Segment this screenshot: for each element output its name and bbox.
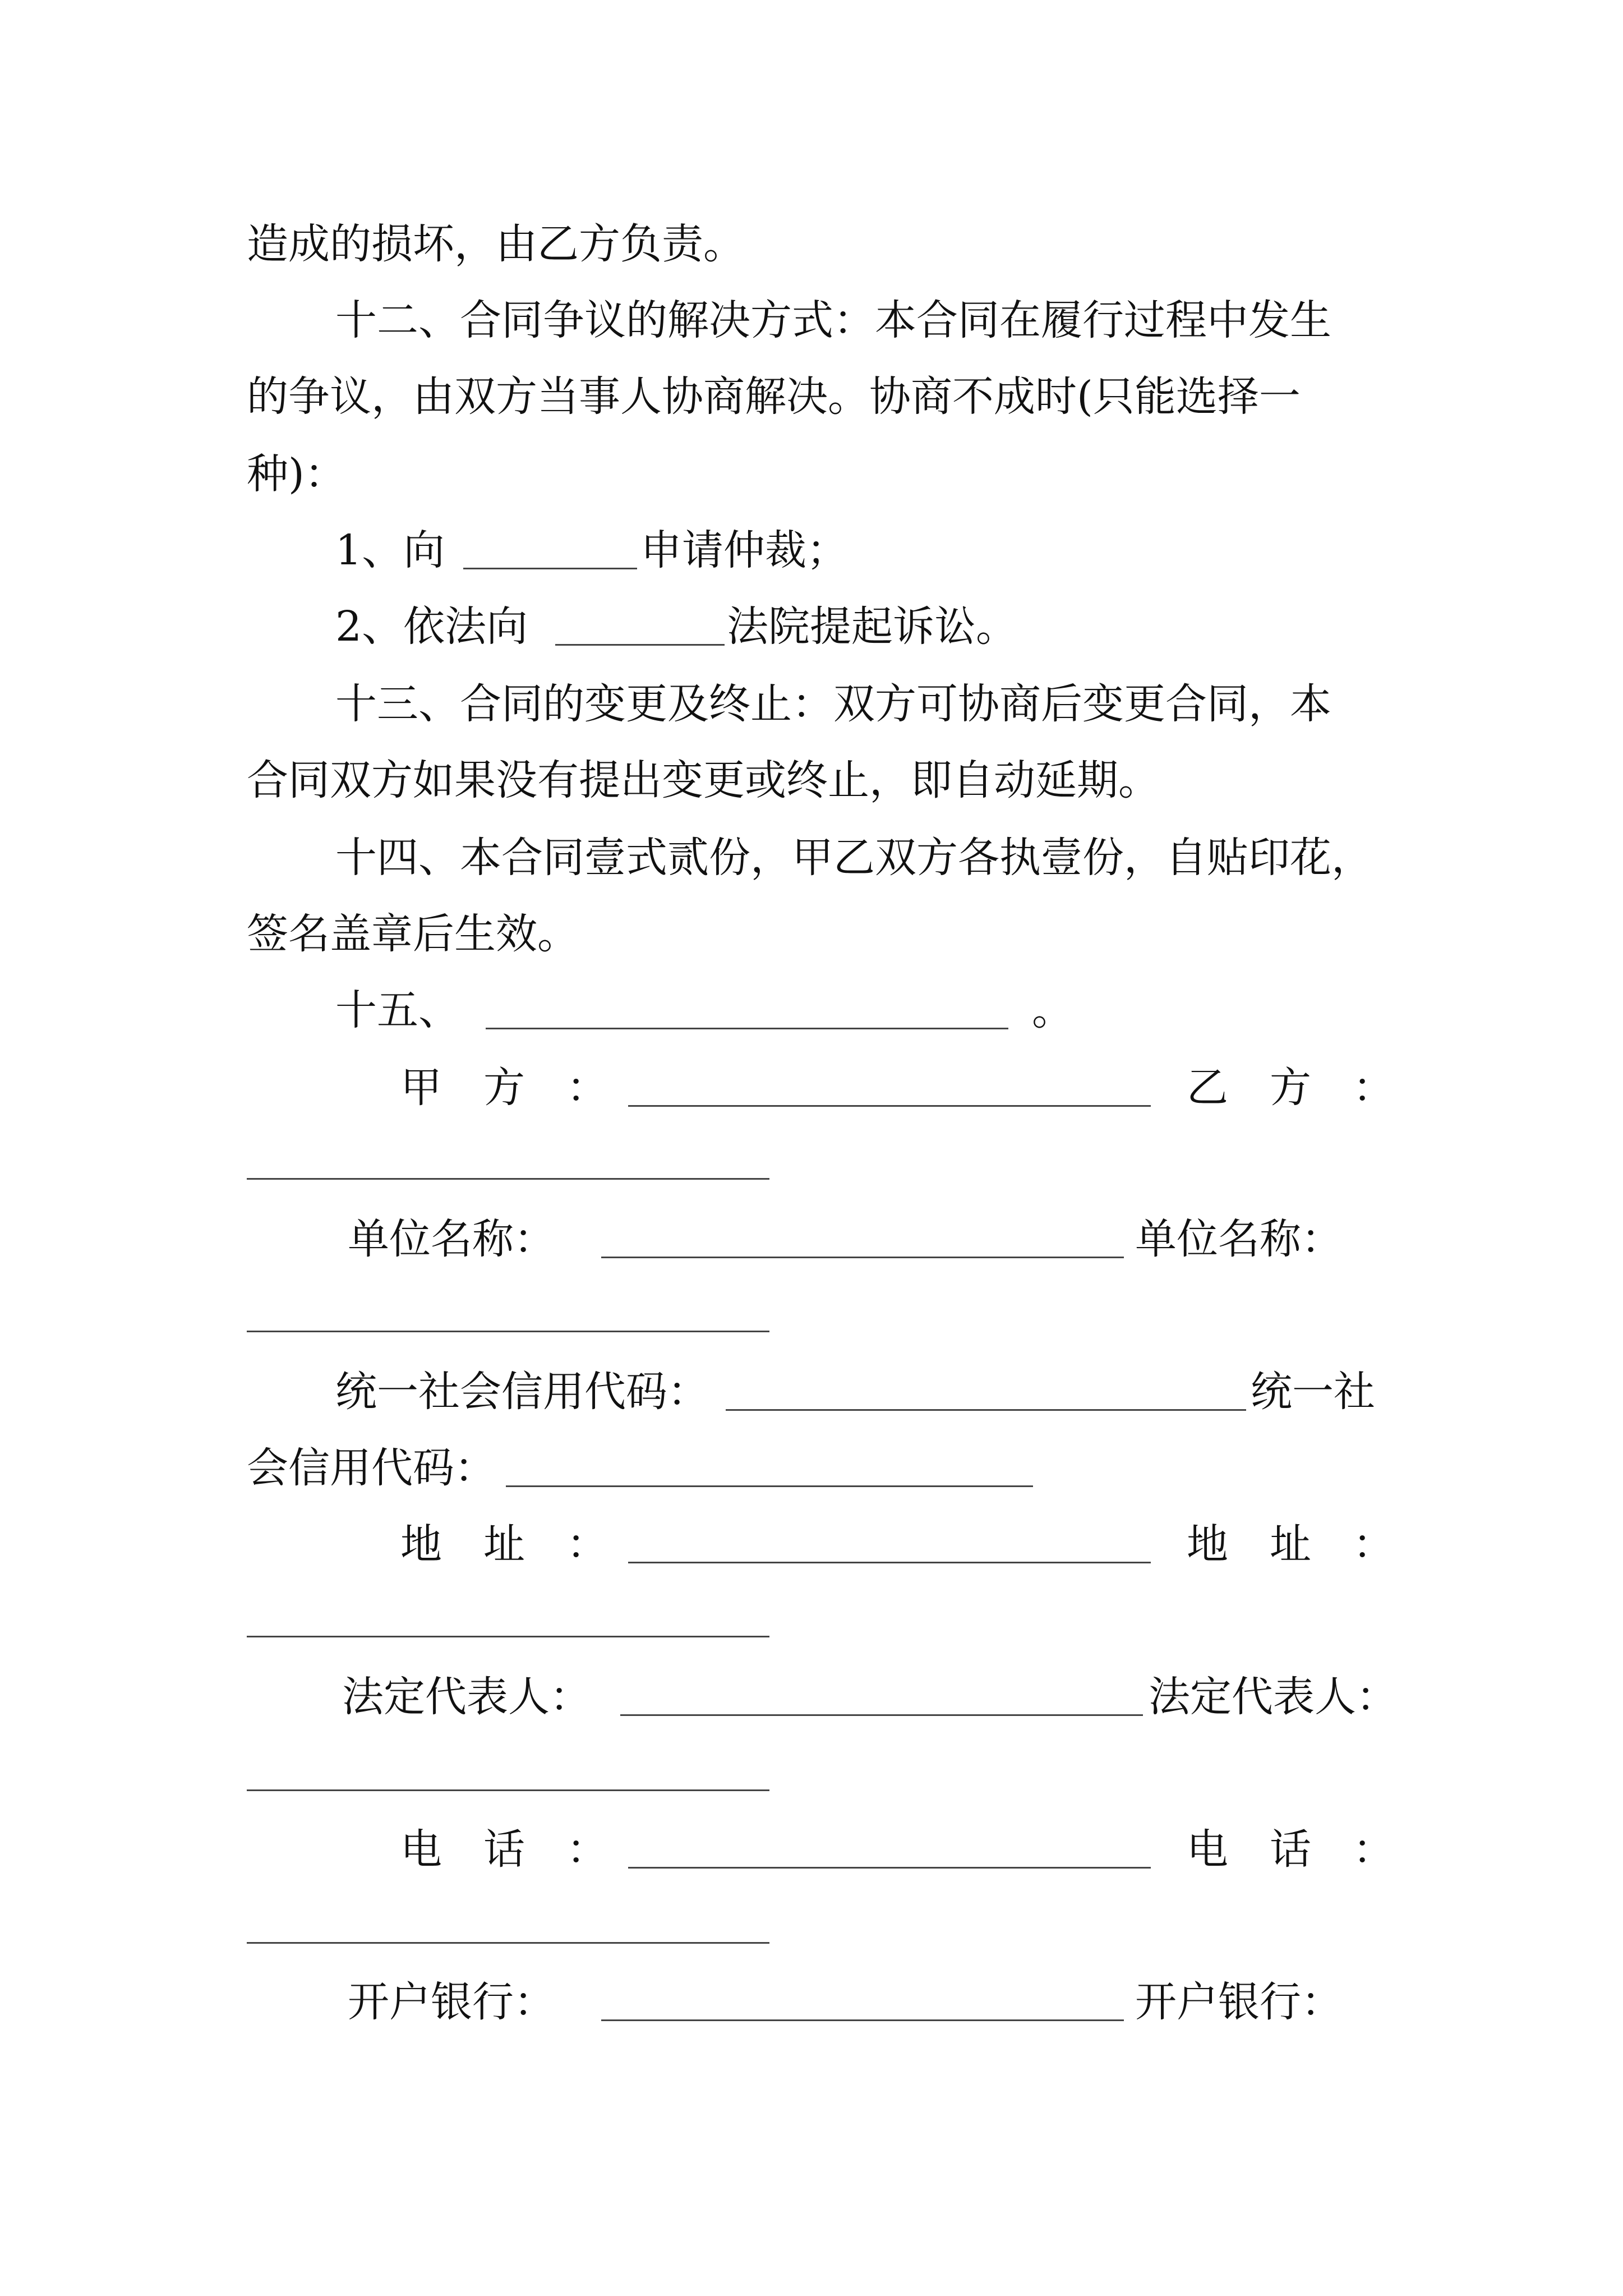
address-a-label: 地 址 ：	[400, 1520, 608, 1568]
clause-12-line-3: 种)：	[247, 450, 346, 498]
legal-rep-a-label: 法定代表人：	[342, 1673, 591, 1721]
bank-a-blank[interactable]	[601, 2019, 1124, 2021]
court-blank[interactable]	[555, 644, 725, 646]
clause-15-suffix: 。	[1032, 986, 1073, 1034]
option-1-prefix: 1、向	[335, 526, 445, 574]
address-b-blank[interactable]	[247, 1636, 769, 1637]
unit-name-b-blank[interactable]	[247, 1331, 769, 1332]
arbitration-blank[interactable]	[463, 568, 637, 569]
address-a-blank[interactable]	[628, 1562, 1151, 1563]
phone-a-label: 电 话 ：	[400, 1825, 608, 1874]
option-2-prefix: 2、依法向	[335, 602, 528, 651]
unit-name-a-blank[interactable]	[601, 1257, 1124, 1258]
party-a-label: 甲 方 ：	[400, 1064, 608, 1112]
unit-name-a-label: 单位名称：	[348, 1215, 555, 1263]
phone-b-label: 电 话 ：	[1187, 1825, 1394, 1874]
phone-a-blank[interactable]	[628, 1867, 1151, 1869]
clause-13-line-1: 十三、合同的变更及终止：双方可协商后变更合同，本	[335, 680, 1331, 728]
paragraph-11-continuation: 造成的损坏，由乙方负责。	[247, 220, 745, 268]
option-2-suffix: 法院提起诉讼。	[727, 602, 1017, 651]
party-b-blank[interactable]	[247, 1178, 769, 1180]
legal-rep-a-blank[interactable]	[620, 1714, 1143, 1716]
credit-code-a-blank[interactable]	[726, 1409, 1246, 1411]
credit-code-b-label-1: 统一社	[1251, 1368, 1375, 1416]
party-b-label: 乙 方 ：	[1187, 1064, 1394, 1112]
unit-name-b-label: 单位名称：	[1135, 1215, 1343, 1263]
clause-12-line-1: 十二、合同争议的解决方式：本合同在履行过程中发生	[335, 296, 1331, 344]
legal-rep-b-blank[interactable]	[247, 1789, 769, 1791]
credit-code-b-blank[interactable]	[506, 1485, 1033, 1487]
clause-15-blank[interactable]	[486, 1028, 1008, 1029]
bank-a-label: 开户银行：	[348, 1978, 555, 2026]
address-b-label: 地 址 ：	[1187, 1520, 1394, 1568]
credit-code-a-label: 统一社会信用代码：	[335, 1368, 709, 1416]
clause-15-prefix: 十五、	[335, 986, 460, 1034]
clause-13-line-2: 合同双方如果没有提出变更或终止，即自动延期。	[247, 756, 1160, 804]
clause-14-line-2: 签名盖章后生效。	[247, 910, 579, 958]
phone-b-blank[interactable]	[247, 1942, 769, 1944]
party-a-blank[interactable]	[628, 1105, 1151, 1107]
clause-14-line-1: 十四、本合同壹式贰份，甲乙双方各执壹份，自贴印花，	[335, 834, 1373, 882]
bank-b-label: 开户银行：	[1135, 1978, 1343, 2026]
credit-code-b-label-2: 会信用代码：	[247, 1444, 496, 1492]
option-1-suffix: 申请仲裁；	[640, 526, 848, 574]
legal-rep-b-label: 法定代表人：	[1149, 1673, 1398, 1721]
clause-12-line-2: 的争议，由双方当事人协商解决。协商不成时(只能选择一	[247, 372, 1301, 421]
